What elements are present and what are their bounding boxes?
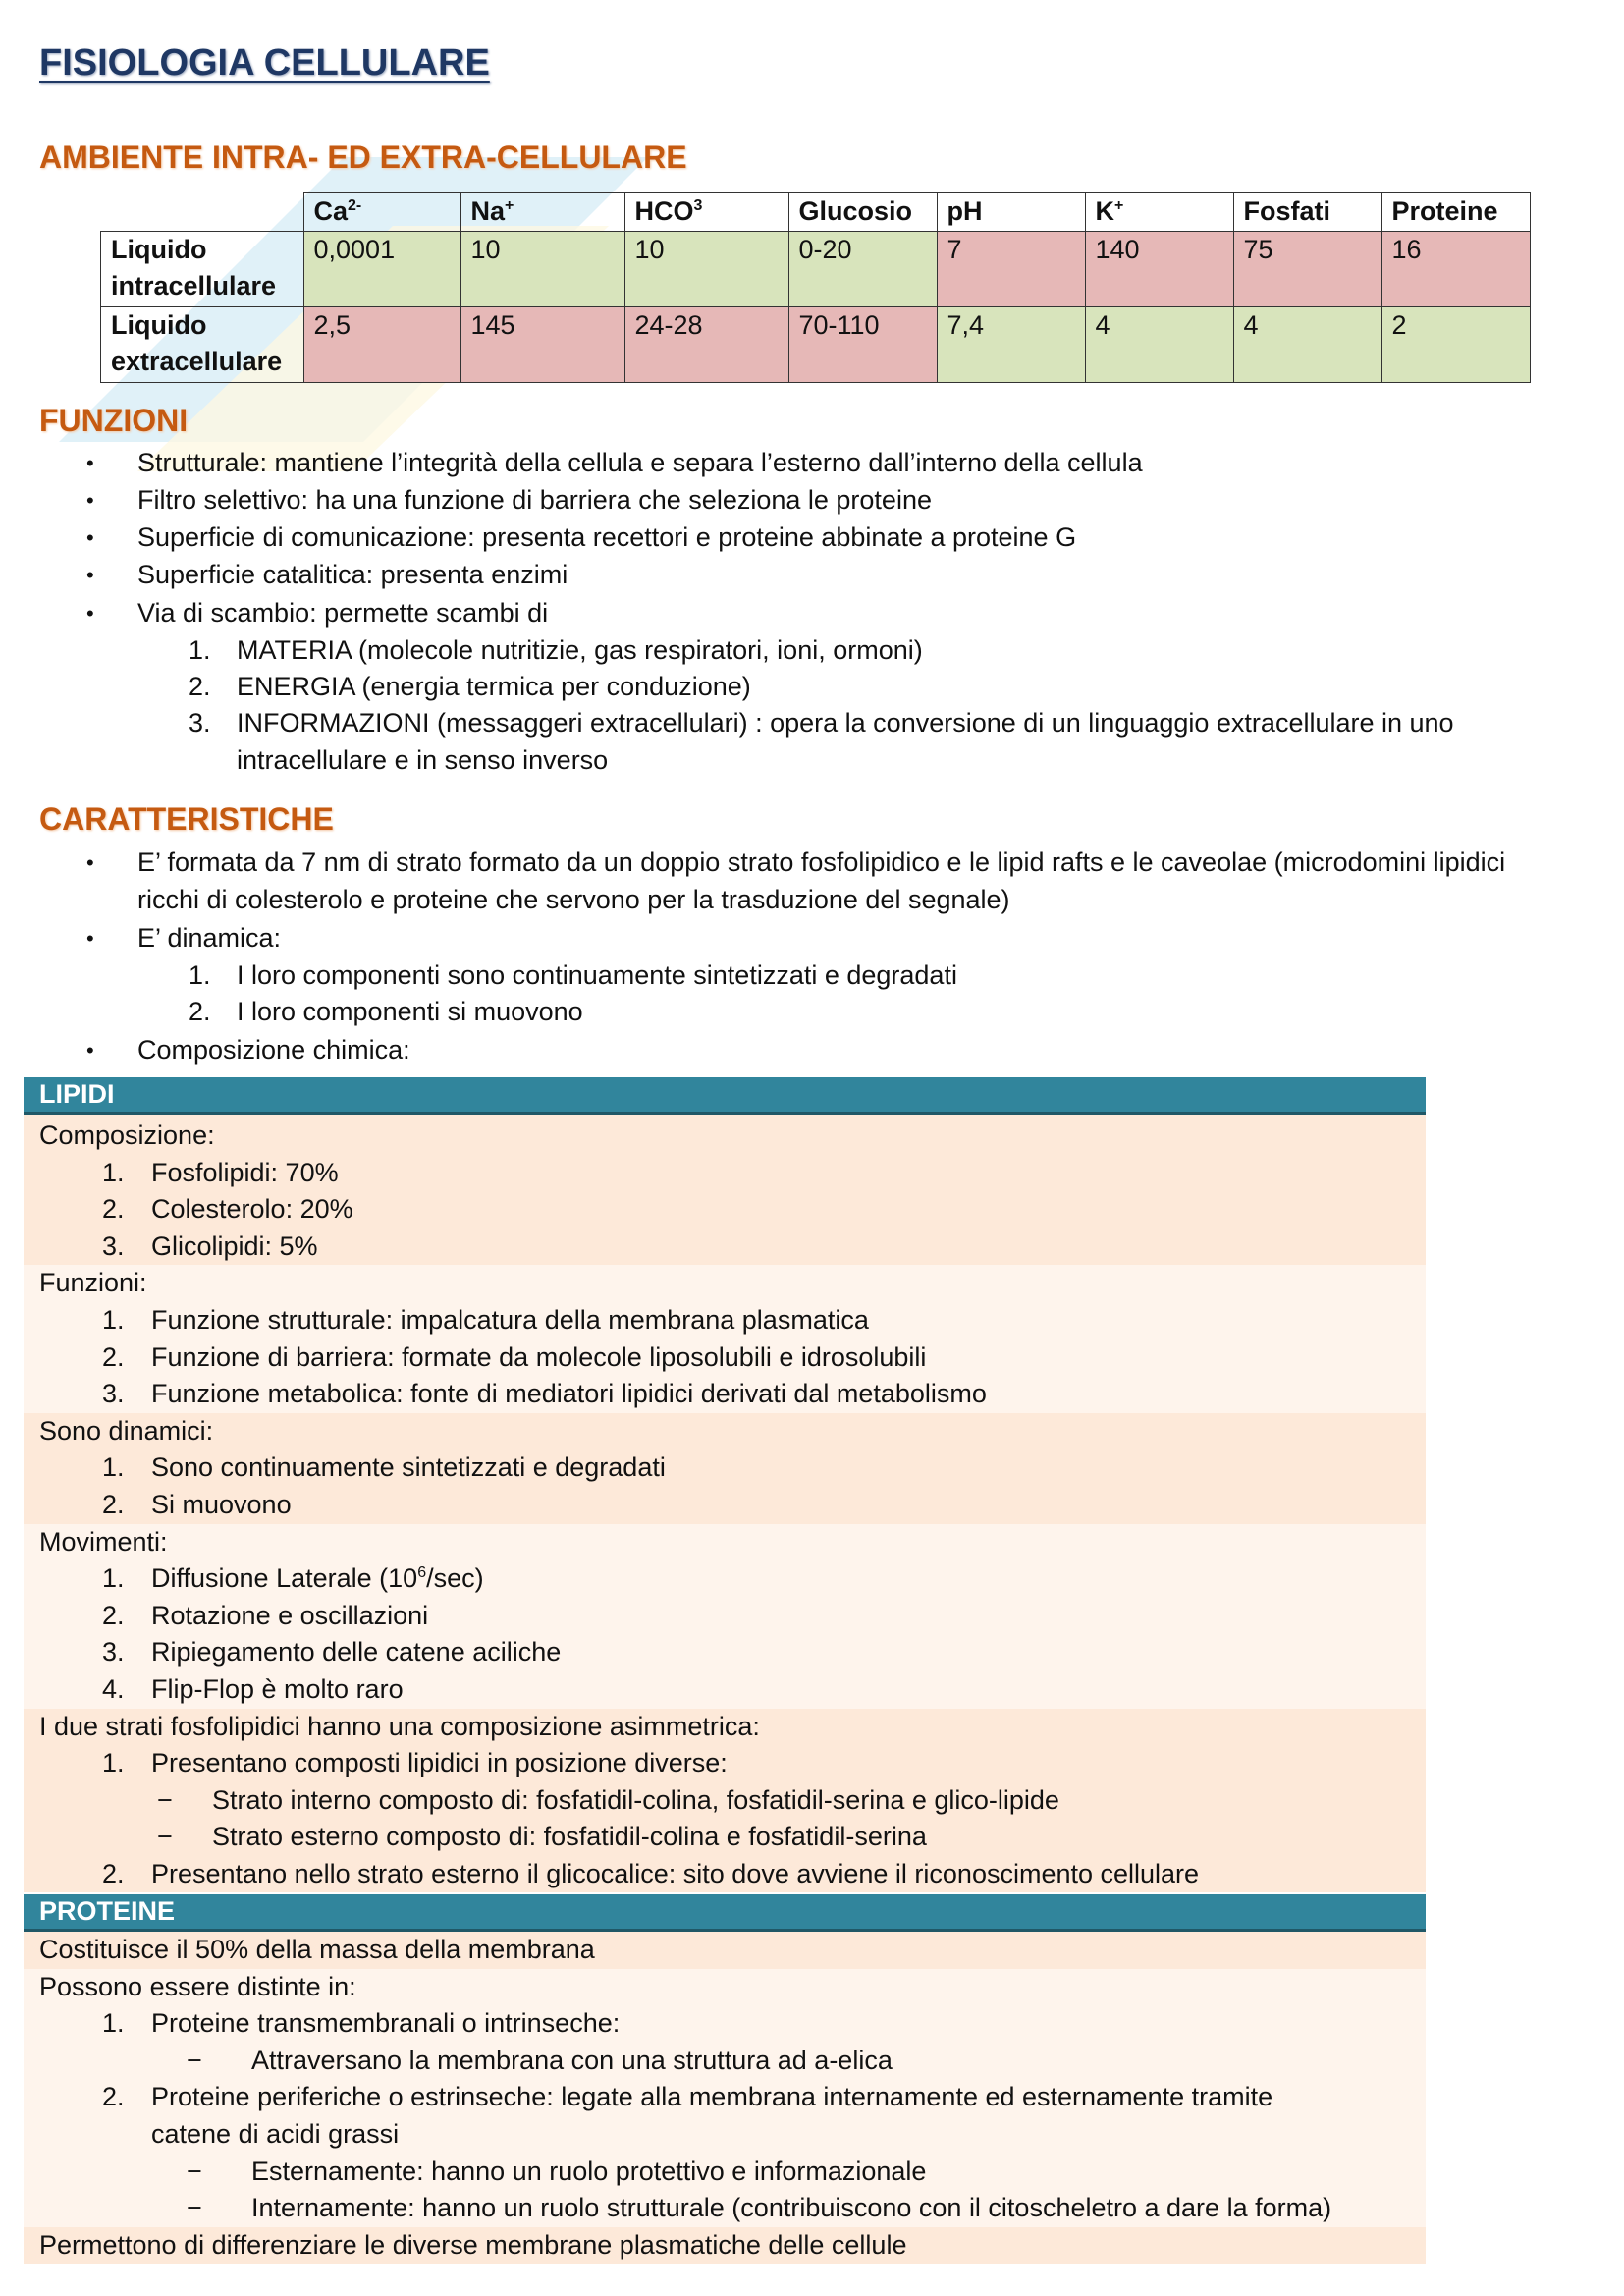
- table-cell: 10: [460, 232, 624, 307]
- table-cell: 75: [1233, 232, 1381, 307]
- section-heading-funzioni: FUNZIONI: [39, 403, 189, 438]
- table-header-row: [101, 193, 1531, 232]
- lipidi-table: [24, 1077, 1426, 1892]
- table-cell: 0,0001: [303, 232, 460, 307]
- table-corner-cell: [101, 193, 304, 232]
- list-item-continuation: ricchi di colesterolo e proteine che servono per la trasduzione del segnale): [137, 885, 1010, 914]
- proteine-differenziazione-band: Permettono di differenziare le diverse membrane plasmatiche delle cellule: [24, 2227, 1426, 2265]
- dash-icon: −: [157, 1784, 173, 1815]
- table-cell: 16: [1381, 232, 1530, 307]
- table-col-header: Proteine: [1381, 193, 1530, 232]
- bullet-icon: •: [86, 563, 94, 587]
- table-cell: 7,4: [937, 307, 1085, 383]
- dash-icon: −: [187, 2045, 202, 2075]
- lipidi-funzioni-band: Funzioni: 1. Funzione strutturale: impalcatura della membrana plasmatica 2. Funzione di barriera: formate da molecole liposolubili e idrosolubili 3. Funzione metabolica: fonte di mediatori lipidici derivati dal metabolismo: [24, 1265, 1426, 1412]
- table-col-header: $Ca^{2-}$: [303, 193, 460, 232]
- lipidi-asimmetria-band: I due strati fosfolipidici hanno una composizione asimmetrica: 1. Presentano composti lipidici in posizione diverse: − Strato interno composto di: fosfatidil-colina, fosfatidil-serina e glico-lipide − Strato esterno composto di: fosfatidil-colina e fosfatidil-serina 2. Presentano nello strato esterno il glicocalice: sito dove avviene il riconoscimento cellulare: [24, 1709, 1426, 1893]
- table-col-header: Glucosio: [788, 193, 937, 232]
- bullet-icon: •: [86, 525, 94, 550]
- table-col-header: Na+: [460, 193, 624, 232]
- bullet-icon: •: [86, 601, 94, 626]
- table-cell: 4: [1233, 307, 1381, 383]
- caratteristiche-list: [0, 845, 1624, 1069]
- list-item: • E’ dinamica:: [0, 920, 1624, 957]
- table-row: [101, 307, 1531, 383]
- list-item: • E’ formata da 7 nm di strato formato da un doppio strato fosfolipidico e le lipid rafts e le caveolae (microdomini lipidici: [0, 845, 1624, 882]
- proteine-table: [24, 1894, 1426, 2264]
- list-item: • Strutturale: mantiene l’integrità della cellula e separa l’esterno dall’interno della cellula: [0, 445, 1624, 482]
- ion-concentration-table: [100, 192, 1531, 383]
- table-row-header: Liquido extracellulare: [101, 307, 304, 383]
- dash-icon: −: [187, 2193, 202, 2223]
- table-cell: 4: [1085, 307, 1233, 383]
- table-col-header: Fosfati: [1233, 193, 1381, 232]
- section-heading-caratteristiche: CARATTERISTICHE: [39, 801, 334, 837]
- bullet-icon: •: [86, 926, 94, 951]
- table-col-header: K+: [1085, 193, 1233, 232]
- list-item-continuation: intracellulare e in senso inverso: [237, 745, 609, 775]
- list-item: • Composizione chimica:: [0, 1032, 1624, 1069]
- table-cell: 2,5: [303, 307, 460, 383]
- list-item: • Superficie catalitica: presenta enzimi: [0, 557, 1624, 595]
- table-cell: 7: [937, 232, 1085, 307]
- table-cell: 10: [624, 232, 788, 307]
- list-item: • Via di scambio: permette scambi di: [0, 595, 1624, 632]
- lipidi-dinamici-band: Sono dinamici: 1. Sono continuamente sintetizzati e degradati 2. Si muovono: [24, 1413, 1426, 1524]
- table-cell: 0-20: [788, 232, 937, 307]
- list-item: 3. INFORMAZIONI (messaggeri extracellulari) : opera la conversione di un linguaggio extracellulare in uno: [189, 708, 1454, 738]
- table-cell: 140: [1085, 232, 1233, 307]
- dash-icon: −: [187, 2156, 202, 2186]
- funzioni-list: [0, 445, 1624, 780]
- table-cell: 145: [460, 307, 624, 383]
- proteine-massa-band: Costituisce il 50% della massa della membrana: [24, 1932, 1426, 1969]
- dash-icon: −: [157, 1822, 173, 1852]
- page-title: FISIOLOGIA CELLULARE: [39, 42, 490, 83]
- list-item: • Filtro selettivo: ha una funzione di barriera che seleziona le proteine: [0, 482, 1624, 519]
- table-cell: 70-110: [788, 307, 937, 383]
- bullet-icon: •: [86, 488, 94, 513]
- lipidi-composizione-band: Composizione: 1. Fosfolipidi: 70% 2. Colesterolo: 20% 3. Glicolipidi: 5%: [24, 1115, 1426, 1265]
- list-item: 1. MATERIA (molecole nutritizie, gas respiratori, ioni, ormoni): [189, 635, 923, 665]
- table-cell: 2: [1381, 307, 1530, 383]
- section-heading-ambiente: AMBIENTE INTRA- ED EXTRA-CELLULARE: [39, 139, 687, 175]
- table-cell: 24-28: [624, 307, 788, 383]
- bullet-icon: •: [86, 1038, 94, 1063]
- list-item: • Superficie di comunicazione: presenta recettori e proteine abbinate a proteine G: [0, 519, 1624, 557]
- bullet-icon: •: [86, 451, 94, 475]
- table-col-header: HCO$^3$: [624, 193, 788, 232]
- lipidi-header: LIPIDI: [24, 1077, 1426, 1115]
- proteine-tipi-band: Possono essere distinte in: 1. Proteine transmembranali o intrinseche: − Attraversano la membrana con una struttura ad a-elica 2. Proteine periferiche o estrinseche: legate alla membrana internamente ed esternamente tramite catene di acidi grassi − Esternamente: hanno un ruolo protettivo e informazionale − Internamente: hanno un ruolo strutturale (contribuiscono con il citoscheletro a dare la forma): [24, 1969, 1426, 2227]
- table-row-header: Liquido intracellulare: [101, 232, 304, 307]
- list-item: 2. I loro componenti si muovono: [189, 997, 583, 1026]
- proteine-header: PROTEINE: [24, 1894, 1426, 1932]
- bullet-icon: •: [86, 850, 94, 875]
- table-col-header: pH: [937, 193, 1085, 232]
- lipidi-movimenti-band: Movimenti: 1. Diffusione Laterale $(10^6/\sec)$ 2. Rotazione e oscillazioni 3. Ripiegamento delle catene aciliche 4. Flip-Flop è molto raro: [24, 1524, 1426, 1709]
- list-item: 1. I loro componenti sono continuamente sintetizzati e degradati: [189, 960, 957, 990]
- list-item: 2. ENERGIA (energia termica per conduzione): [189, 672, 751, 701]
- table-row: [101, 232, 1531, 307]
